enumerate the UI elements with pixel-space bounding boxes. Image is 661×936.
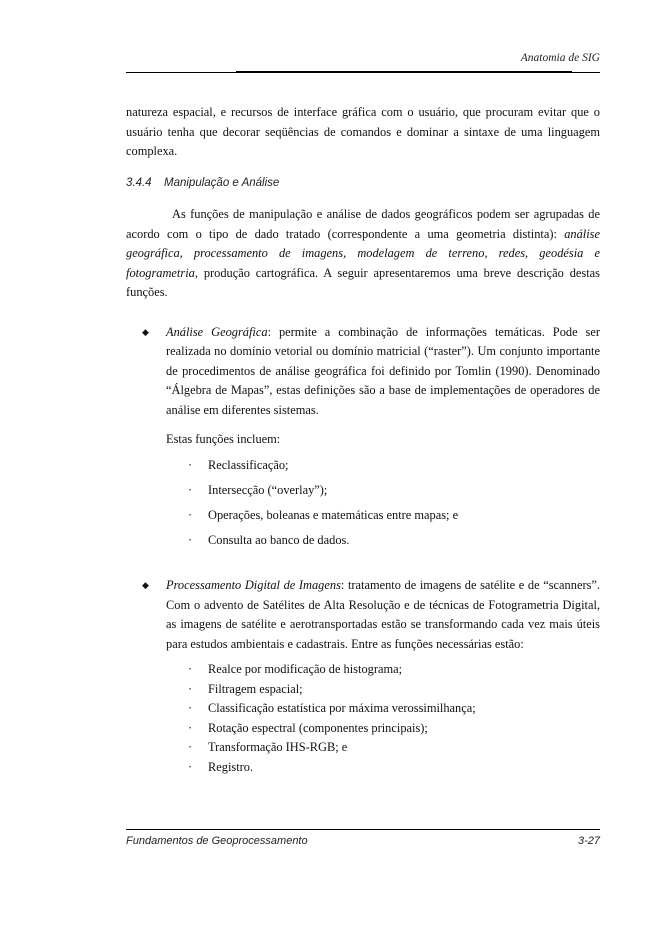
bullet-processamento-imagens: [126, 576, 600, 777]
footer-rule: [126, 829, 600, 830]
list-item: · Classificação estatística por máxima verossimilhança;: [166, 699, 600, 719]
bullet-term: Processamento Digital de Imagens: [166, 578, 341, 592]
intro-text-end: , produção cartográfica. A seguir apresentaremos uma breve descrição destas funções.: [126, 265, 600, 299]
diamond-bullet-icon: ◆: [142, 580, 149, 590]
section-heading: [126, 174, 600, 194]
bullet-text: : tratamento de imagens de satélite e de “scanners”. Com o advento de Satélites de Alta Resolução e de técnicas de Fotogrametria Digital, as imagens de satélite e aerotransportadas estão se transformando cada vez mais úteis para estudos ambientais e cadastrais. Entre as funções necessárias estão:: [166, 578, 600, 651]
list-item: · Reclassificação;: [166, 456, 600, 476]
function-list: [166, 660, 600, 777]
list-item: · Transformação IHS-RGB; e: [166, 738, 600, 758]
diamond-bullet-icon: ◆: [142, 326, 149, 337]
section-title: Manipulação e Análise: [164, 176, 280, 189]
list-intro: Estas funções incluem:: [166, 432, 281, 446]
intro-paragraph: [126, 205, 600, 303]
function-list: [166, 456, 600, 551]
dot-marker-icon: ·: [188, 662, 193, 676]
section-number: 3.4.4: [126, 176, 152, 189]
dot-marker-icon: ·: [188, 740, 193, 754]
dot-marker-icon: ·: [188, 681, 193, 696]
bullet-text: : permite a combinação de informações temáticas. Pode ser realizada no domínio vetorial ou domínio matricial (“raster”). Um conjunto importante de procedimentos de análise geográfica foi definido por Tomlin (1990). Denominado “Álgebra de Mapas”, estas definições são a base de implementações de operadores de análise em diferentes sistemas.: [166, 324, 600, 417]
dot-marker-icon: ·: [188, 457, 193, 472]
header-rule-accent: [236, 71, 572, 73]
list-item: · Filtragem espacial;: [166, 680, 600, 700]
list-item: · Operações, boleanas e matemáticas entre mapas; e: [166, 506, 600, 526]
intro-text-italic: análise geográfica, processamento de imagens, modelagem de terreno, redes, geodésia e fotogrametria: [126, 226, 600, 280]
dot-marker-icon: ·: [188, 532, 193, 547]
bullet-paragraph: [166, 576, 600, 654]
bullet-term: Análise Geográfica: [166, 324, 268, 339]
list-item: · Registro.: [166, 758, 600, 778]
dot-marker-icon: ·: [188, 507, 193, 522]
dot-marker-icon: ·: [188, 701, 193, 715]
dot-marker-icon: ·: [188, 720, 193, 735]
list-item: · Rotação espectral (componentes principais);: [166, 719, 600, 739]
bullet-paragraph: [166, 323, 600, 421]
intro-text-start: As funções de manipulação e análise de dados geográficos podem ser agrupadas de acordo com o tipo de dado tratado (correspondente a uma geometria distinta):: [126, 207, 600, 241]
bullet-analise-geografica: [126, 323, 600, 551]
continuation-paragraph: natureza espacial, e recursos de interface gráfica com o usuário, que procuram evitar que o usuário tenha que decorar seqüências de comandos e dominar a sintaxe de uma linguagem complexa.: [126, 105, 600, 158]
list-item: · Consulta ao banco de dados.: [166, 531, 600, 551]
footer-book-title: Fundamentos de Geoprocessamento: [126, 835, 308, 847]
page-body: [126, 103, 600, 777]
dot-marker-icon: ·: [188, 482, 193, 497]
page-number: 3-27: [577, 835, 600, 847]
running-header: Anatomia de SIG: [520, 52, 600, 64]
dot-marker-icon: ·: [188, 759, 193, 774]
list-item: · Intersecção (“overlay”);: [166, 481, 600, 501]
list-item: · Realce por modificação de histograma;: [166, 660, 600, 680]
